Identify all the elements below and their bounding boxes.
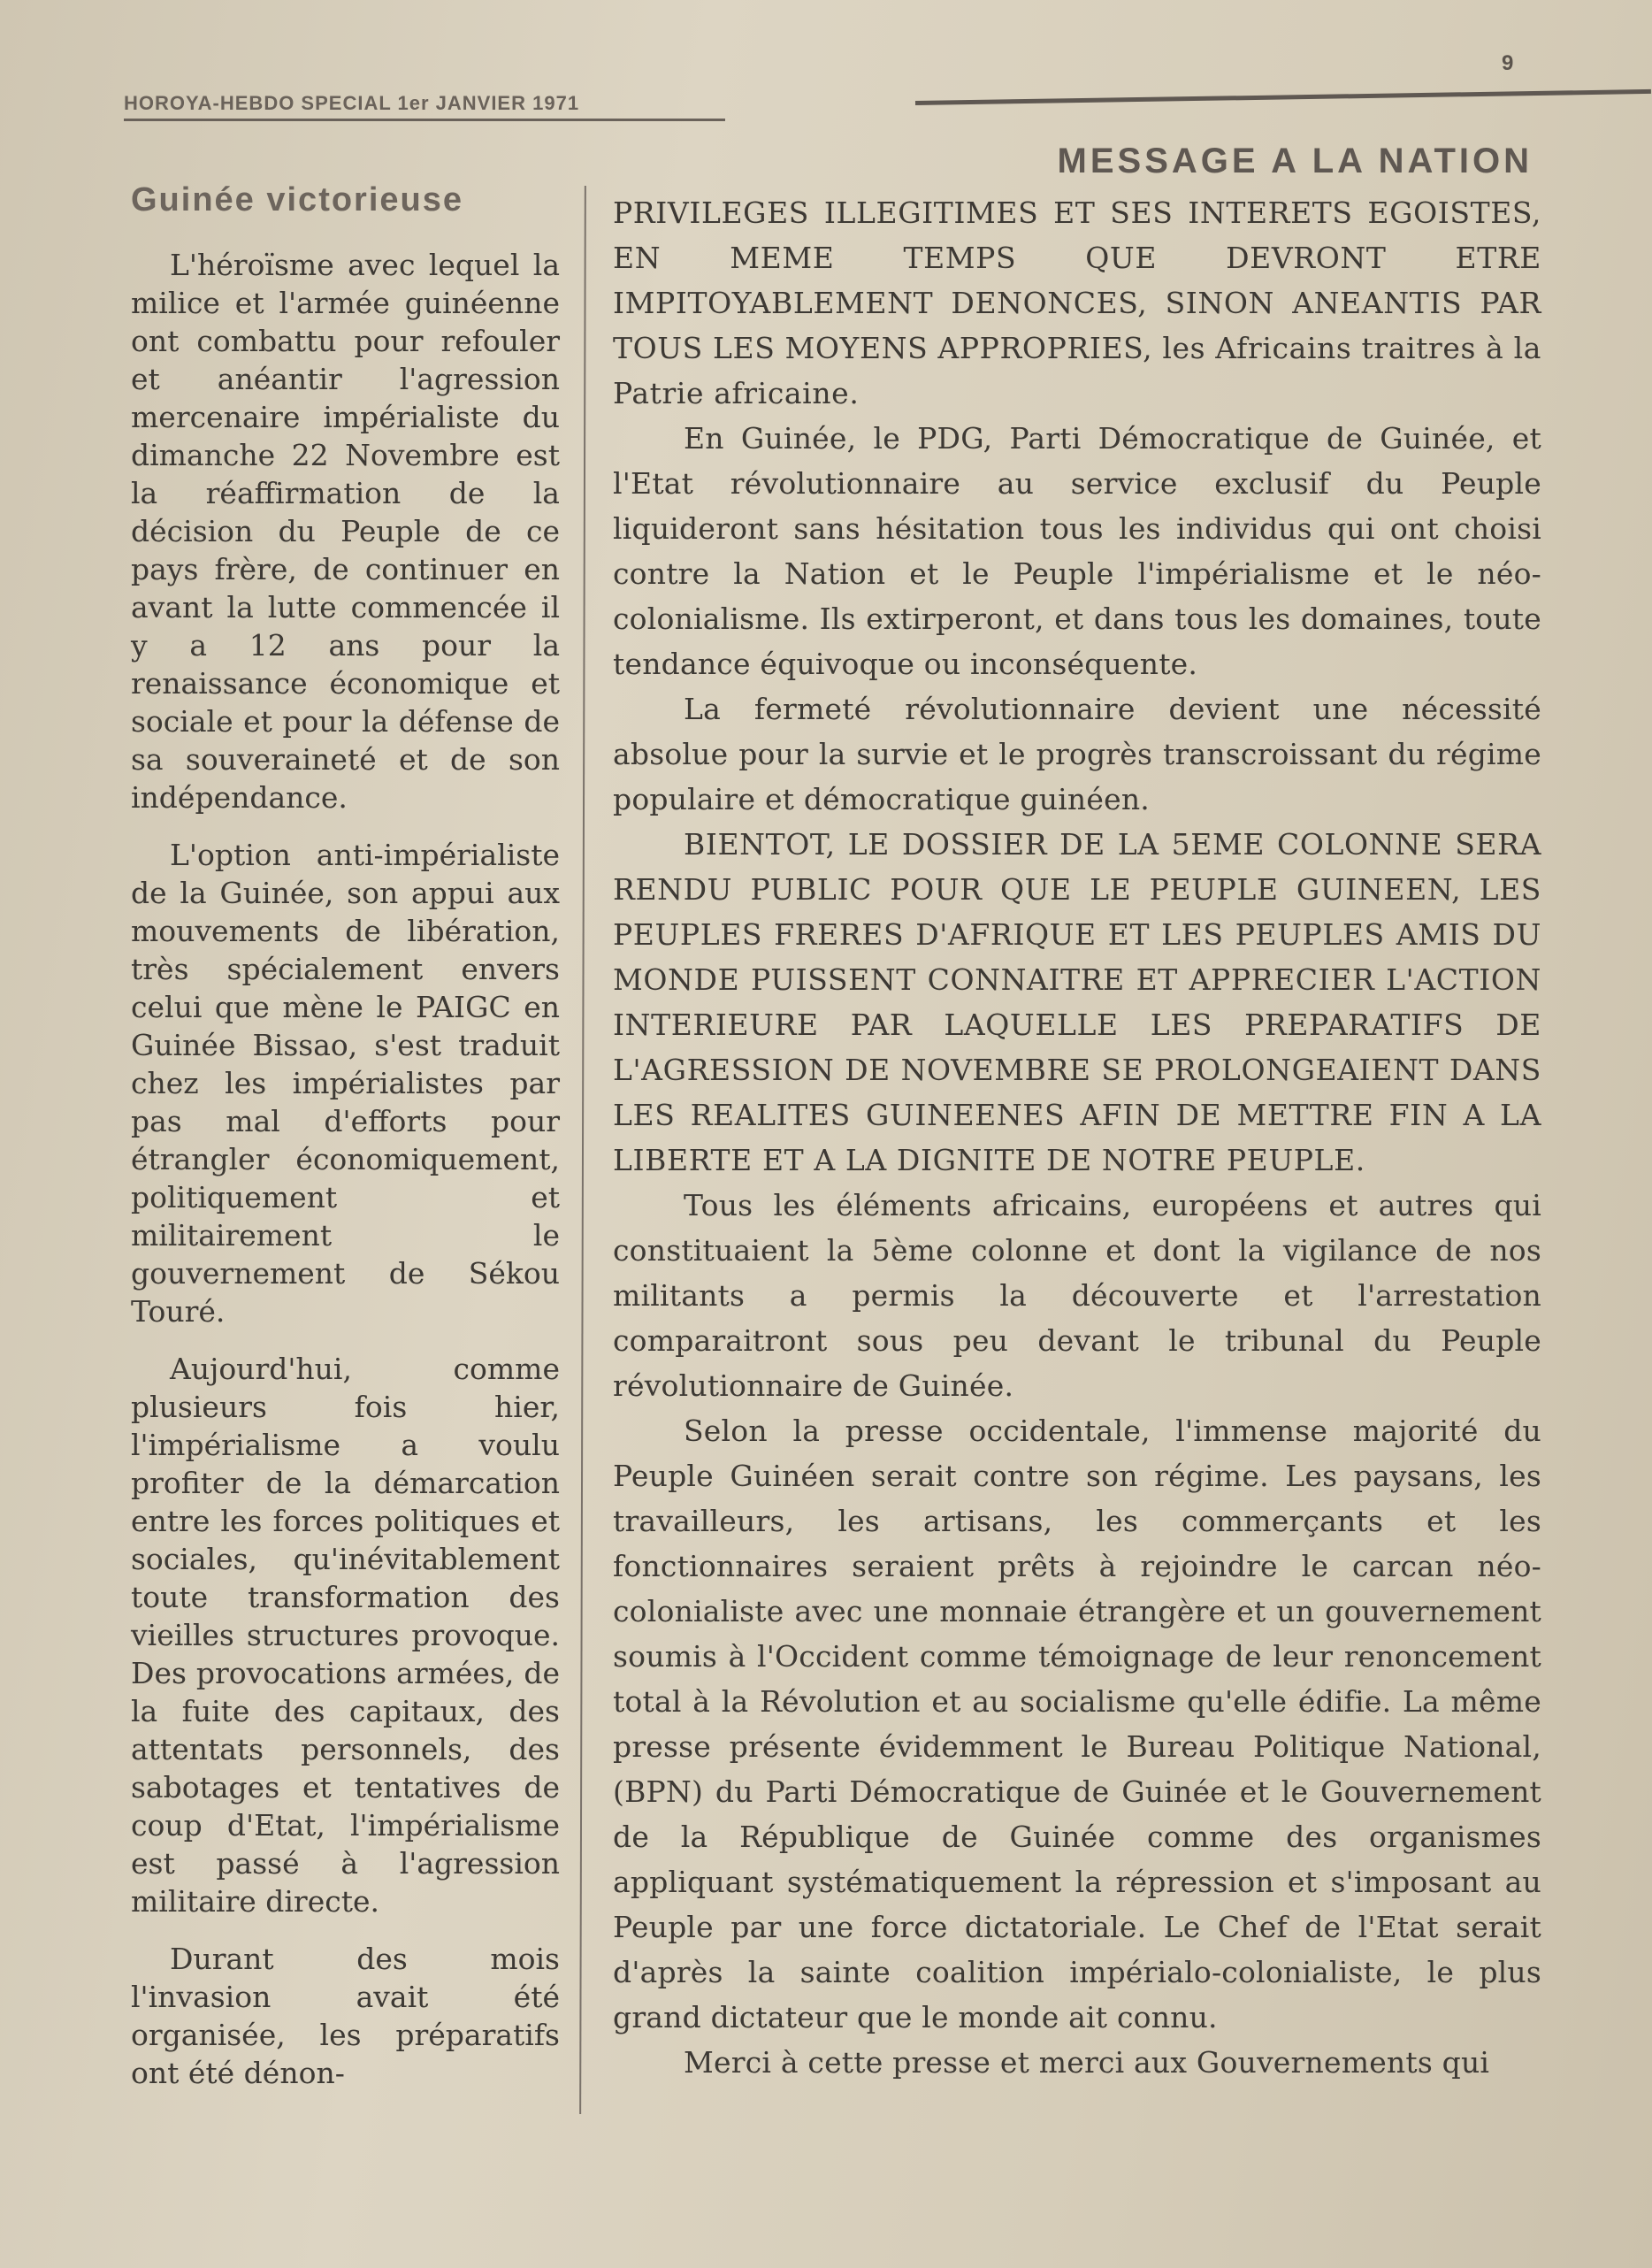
right-column bbox=[613, 142, 1541, 2085]
header-rule-left bbox=[124, 119, 725, 121]
right-paragraph-4: BIENTOT, LE DOSSIER DE LA 5EME COLONNE SERA RENDU PUBLIC POUR QUE LE PEUPLE GUINEEN, LES PEUPLES FRERES D'AFRIQUE ET LES PEUPLES AMIS DU MONDE PUISSENT CONNAITRE ET APPRECIER L'ACTION INTERIEURE PAR LAQUELLE LES PREPARATIFS DE L'AGRESSION DE NOVEMBRE SE PROLONGEAIENT DANS LES REALITES GUINEENES AFIN DE METTRE FIN A LA LIBERTE ET A LA DIGNITE DE NOTRE PEUPLE. bbox=[613, 827, 1541, 1177]
header-title: HOROYA-HEBDO SPECIAL 1er JANVIER 1971 bbox=[124, 92, 580, 114]
header-rule-right bbox=[915, 89, 1651, 105]
right-column-title: MESSAGE A LA NATION bbox=[1057, 142, 1533, 180]
left-paragraph-3: Aujourd'hui, comme plusieurs fois hier, l'impérialisme a voulu profiter de la démarcation entre les forces politiques et sociales, qu'inévitablement toute transformation des vieilles structures provoque. Des provocations armées, de la fuite des capitaux, des attentats personnels, des sabotages et tentatives de coup d'Etat, l'impérialisme est passé à l'agression militaire directe. bbox=[131, 1352, 560, 1919]
left-column bbox=[131, 181, 560, 2111]
left-paragraph-1: L'héroïsme avec lequel la milice et l'armée guinéenne ont combattu pour refouler et anéantir l'agression mercenaire impérialiste du dimanche 22 Novembre est la réaffirmation de la décision du Peuple de ce pays frère, de continuer en avant la lutte commencée il y a 12 ans pour la renaissance économique et sociale et pour la défense de sa souveraineté et de son indépendance. bbox=[131, 248, 560, 815]
column-divider bbox=[579, 186, 586, 2114]
right-paragraph-3: La fermeté révolutionnaire devient une nécessité absolue pour la survie et le progrès transcroissant du régime populaire et démocratique guinéen. bbox=[613, 692, 1541, 816]
right-paragraph-1: PRIVILEGES ILLEGITIMES ET SES INTERETS EGOISTES, EN MEME TEMPS QUE DEVRONT ETRE IMPITOYABLEMENT DENONCES, SINON ANEANTIS PAR TOUS LES MOYENS APPROPRIES, les Africains traitres à la Patrie africaine. bbox=[613, 195, 1541, 410]
right-paragraph-5: Tous les éléments africains, européens et autres qui constituaient la 5ème colonne et dont la vigilance de nos militants a permis la découverte et l'arrestation comparaitront sous peu devant le tribunal du Peuple révolutionnaire de Guinée. bbox=[613, 1188, 1541, 1403]
page-header bbox=[124, 88, 1530, 124]
left-paragraph-2: L'option anti-impérialiste de la Guinée, son appui aux mouvements de libération, très spécialement envers celui que mène le PAIGC en Guinée Bissao, s'est traduit chez les impérialistes par pas mal d'efforts pour étrangler économiquement, politiquement et militairement le gouvernement de Sékou Touré. bbox=[131, 838, 560, 1329]
right-paragraph-2: En Guinée, le PDG, Parti Démocratique de Guinée, et l'Etat révolutionnaire au service exclusif du Peuple liquideront sans hésitation tous les individus qui ont choisi contre la Nation et le Peuple l'impérialisme et le néo-colonialisme. Ils extirperont, et dans tous les domaines, toute tendance équivoque ou inconséquente. bbox=[613, 421, 1541, 681]
left-column-title: Guinée victorieuse bbox=[131, 181, 464, 218]
right-paragraph-7: Merci à cette presse et merci aux Gouvernements qui bbox=[684, 2045, 1490, 2080]
page-number: 9 bbox=[1502, 51, 1514, 75]
right-paragraph-6: Selon la presse occidentale, l'immense majorité du Peuple Guinéen serait contre son régime. Les paysans, les travailleurs, les artisans, les commerçants et les fonctionnaires seraient prêts à rejoindre le carcan néo-colonialiste avec une monnaie étrangère et un gouvernement soumis à l'Occident comme témoignage de leur renoncement total à la Révolution et au socialisme qu'elle édifie. La même presse présente évidemment le Bureau Politique National, (BPN) du Parti Démocratique de Guinée et le Gouvernement de la République de Guinée comme des organismes appliquant systématiquement la répression et s'imposant au Peuple par une force dictatoriale. Le Chef de l'Etat serait d'après la sainte coalition impérialo-colonialiste, le plus grand dictateur que le monde ait connu. bbox=[613, 1414, 1541, 2034]
left-paragraph-4: Durant des mois l'invasion avait été organisée, les préparatifs ont été dénon- bbox=[131, 1942, 560, 2090]
